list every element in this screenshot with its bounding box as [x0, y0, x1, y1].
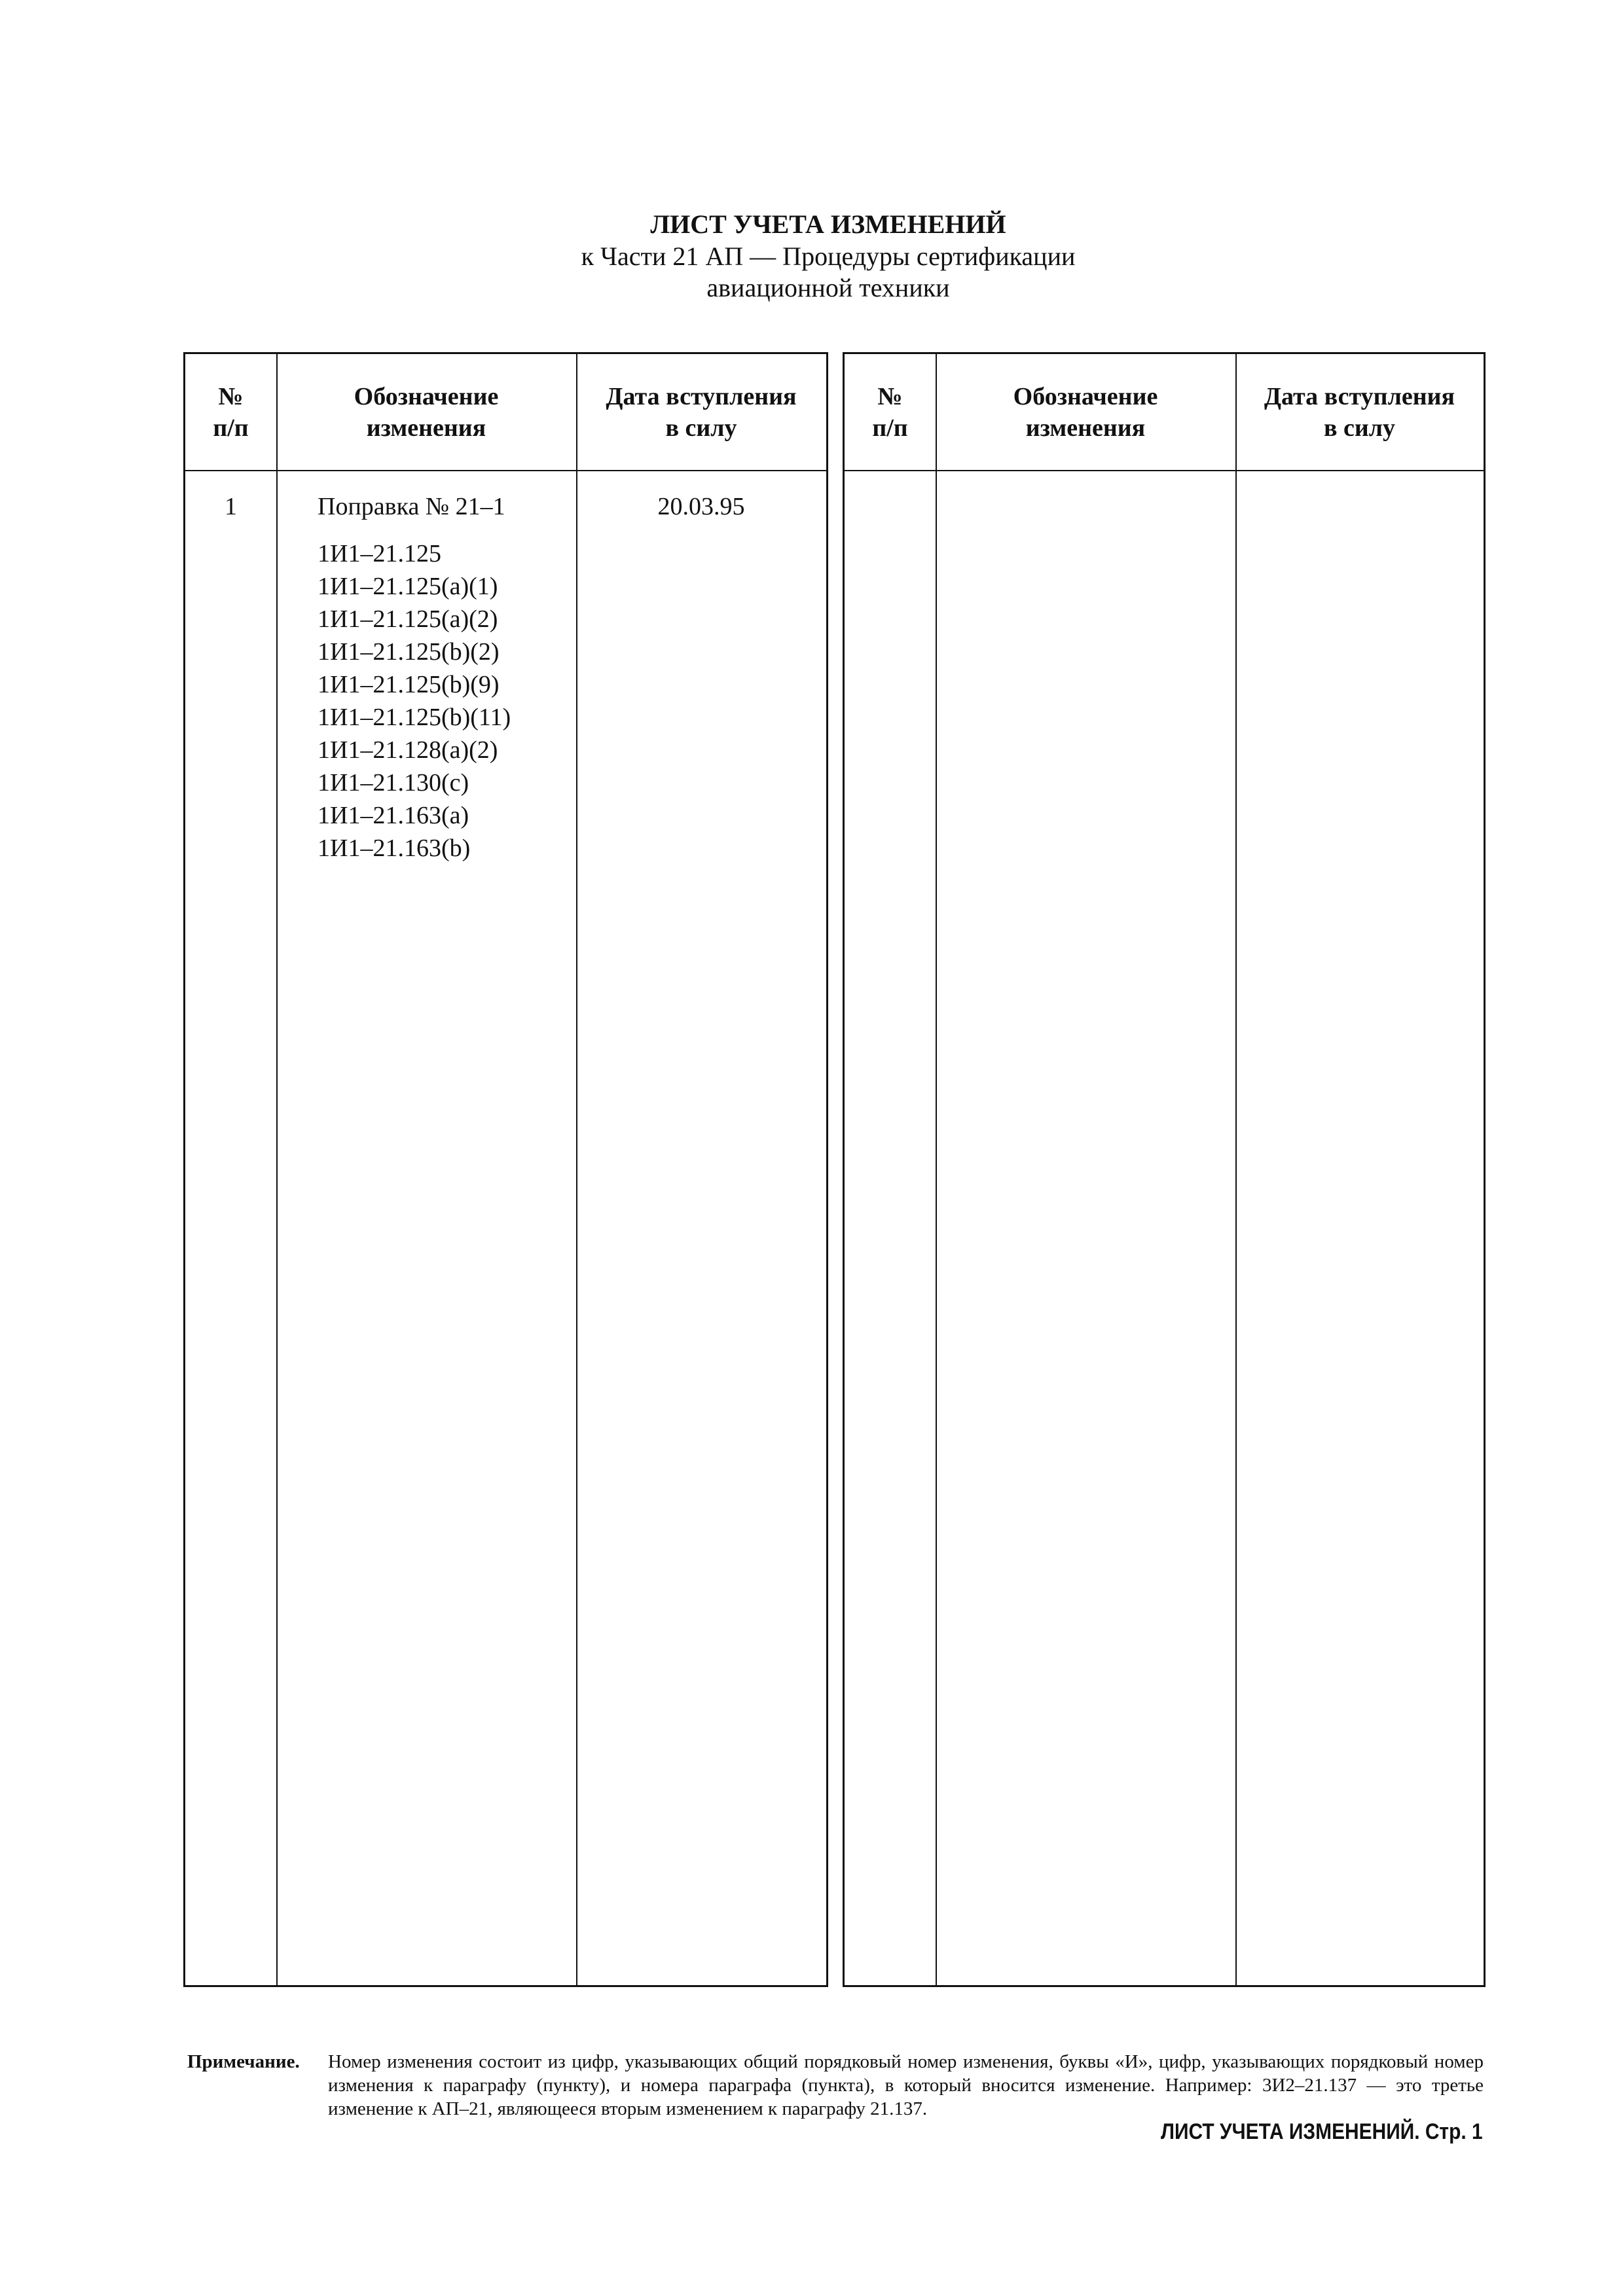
header-number: № п/п	[872, 382, 908, 442]
row-1-date: 20.03.95	[657, 493, 745, 520]
header-designation: Обозначение изменения	[1013, 382, 1158, 442]
document-title: ЛИСТ УЧЕТА ИЗМЕНЕНИЙ	[650, 209, 1006, 239]
header-designation: Обозначение изменения	[354, 382, 499, 442]
list-item: 1И1–21.125(a)(2)	[318, 605, 498, 633]
note-text: Номер изменения состоит из цифр, указывающих общий порядковый номер изменения, буквы «И», цифр, указывающих порядковый номер изменения к параграфу (пункту), и номера параграфа (пункта), в который вносится изменение. Например: 3И2–21.137 — это третье изменение к АП–21, являющееся вторым изменением к параграфу 21.137.	[328, 2051, 1484, 2119]
document-subtitle-line-2: авиационной техники	[706, 273, 950, 302]
column-divider	[576, 354, 577, 1985]
list-item: 1И1–21.163(a)	[318, 802, 469, 829]
header-date: Дата вступления в силу	[1264, 382, 1455, 442]
list-item: 1И1–21.125(b)(2)	[318, 638, 500, 666]
header-number: № п/п	[213, 382, 249, 442]
column-divider	[936, 354, 937, 1985]
note-label: Примечание.	[187, 2051, 300, 2072]
row-1-change-list	[318, 537, 511, 865]
list-item: 1И1–21.125	[318, 540, 441, 567]
list-item: 1И1–21.125(b)(11)	[318, 704, 511, 731]
page-footer: ЛИСТ УЧЕТА ИЗМЕНЕНИЙ. Стр. 1	[1161, 2119, 1483, 2144]
changes-table-left	[183, 352, 828, 1987]
document-subtitle-line-1: к Части 21 АП — Процедуры сертификации	[581, 242, 1076, 271]
column-divider	[1235, 354, 1237, 1985]
header-divider	[845, 470, 1484, 471]
header-date: Дата вступления в силу	[606, 382, 797, 442]
list-item: 1И1–21.130(c)	[318, 769, 469, 797]
list-item: 1И1–21.125(b)(9)	[318, 671, 500, 698]
column-divider	[276, 354, 278, 1985]
changes-table-right	[843, 352, 1486, 1987]
list-item: 1И1–21.125(a)(1)	[318, 573, 498, 600]
list-item: 1И1–21.128(a)(2)	[318, 736, 498, 764]
row-1-number: 1	[225, 493, 237, 520]
row-1-designation: Поправка № 21–1	[318, 493, 505, 520]
header-divider	[185, 470, 826, 471]
list-item: 1И1–21.163(b)	[318, 834, 471, 862]
document-title-block	[0, 208, 1623, 304]
